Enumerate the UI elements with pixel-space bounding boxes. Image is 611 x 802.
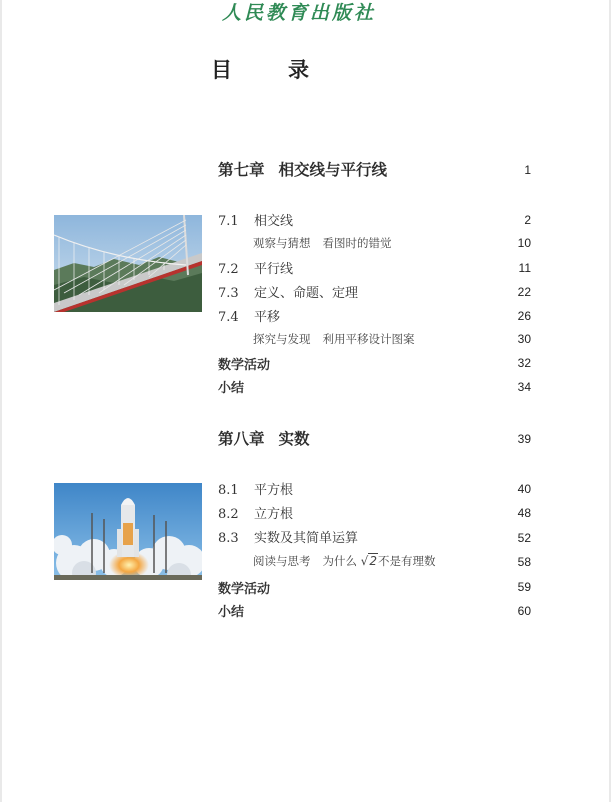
feature-label: 观察与猜想 xyxy=(253,236,311,250)
chapter-title: 相交线与平行线 xyxy=(278,160,388,179)
section-number: 8.3 xyxy=(218,531,239,546)
entry-title: 小结 xyxy=(218,381,245,396)
section-number: 7.3 xyxy=(218,286,239,301)
page-edge-left xyxy=(0,0,2,802)
feature-label: 阅读与思考 xyxy=(253,554,311,568)
chapter-heading[interactable] xyxy=(218,158,387,180)
page-number: 40 xyxy=(517,482,531,496)
page-number: 22 xyxy=(517,285,531,299)
page-number: 11 xyxy=(518,261,531,275)
toc-entry-7-1[interactable] xyxy=(218,210,293,229)
section-title: 平方根 xyxy=(254,483,294,498)
toc-entry-activity[interactable] xyxy=(218,354,270,373)
page-number: 34 xyxy=(517,380,531,394)
page-number: 10 xyxy=(517,236,531,250)
chapter-heading[interactable] xyxy=(218,427,310,449)
bridge-photo xyxy=(54,215,202,312)
feature-title-start: 为什么 xyxy=(322,554,357,568)
page-number: 32 xyxy=(517,356,531,370)
toc-entry-activity[interactable] xyxy=(218,578,270,597)
page-number: 60 xyxy=(517,604,531,618)
chapter-number: 第七章 xyxy=(218,160,265,179)
section-title: 定义、命题、定理 xyxy=(254,286,359,301)
feature-title: 利用平移设计图案 xyxy=(322,332,415,346)
page-number: 48 xyxy=(517,506,531,520)
entry-title: 数学活动 xyxy=(218,582,271,597)
section-title: 平移 xyxy=(254,310,281,325)
section-number: 7.2 xyxy=(218,262,239,277)
section-title: 平行线 xyxy=(254,262,294,277)
radicand: 2 xyxy=(369,554,377,568)
toc-subentry-explore[interactable] xyxy=(253,331,415,347)
feature-label: 探究与发现 xyxy=(253,332,311,346)
section-title: 立方根 xyxy=(254,507,294,522)
toc-entry-8-3[interactable] xyxy=(218,527,358,546)
page-number: 52 xyxy=(517,531,531,545)
rocket-launch-photo xyxy=(54,483,202,580)
toc-subentry-observe[interactable] xyxy=(253,235,392,251)
toc-entry-7-4[interactable] xyxy=(218,306,280,325)
feature-title: 看图时的错觉 xyxy=(322,236,392,250)
toc-entry-8-2[interactable] xyxy=(218,503,293,522)
page-number: 58 xyxy=(517,555,531,569)
chapter-number: 第八章 xyxy=(218,429,265,448)
toc-entry-7-3[interactable] xyxy=(218,282,358,301)
chapter-page-number: 1 xyxy=(524,163,531,177)
chapter-page-number: 39 xyxy=(517,432,531,446)
page-number: 2 xyxy=(524,213,531,227)
page-number: 30 xyxy=(517,332,531,346)
publisher-logo: 人民教育出版社 xyxy=(222,2,377,24)
toc-entry-7-2[interactable] xyxy=(218,258,293,277)
section-title: 相交线 xyxy=(254,214,294,229)
toc-entry-8-1[interactable] xyxy=(218,479,293,498)
section-number: 8.2 xyxy=(218,507,239,522)
entry-title: 数学活动 xyxy=(218,358,271,373)
page-number: 59 xyxy=(517,580,531,594)
section-title: 实数及其简单运算 xyxy=(254,531,359,546)
sqrt-symbol: √2 xyxy=(360,554,377,568)
feature-title-end: 不是有理数 xyxy=(377,554,436,568)
toc-entry-summary[interactable] xyxy=(218,601,244,620)
section-number: 7.1 xyxy=(218,214,239,229)
page-number: 26 xyxy=(517,309,531,323)
toc-subentry-reading[interactable] xyxy=(253,553,435,569)
page-title: 目录 xyxy=(211,57,365,82)
section-number: 8.1 xyxy=(218,483,239,498)
section-number: 7.4 xyxy=(218,310,239,325)
chapter-title: 实数 xyxy=(278,429,310,448)
toc-entry-summary[interactable] xyxy=(218,377,244,396)
entry-title: 小结 xyxy=(218,605,245,620)
